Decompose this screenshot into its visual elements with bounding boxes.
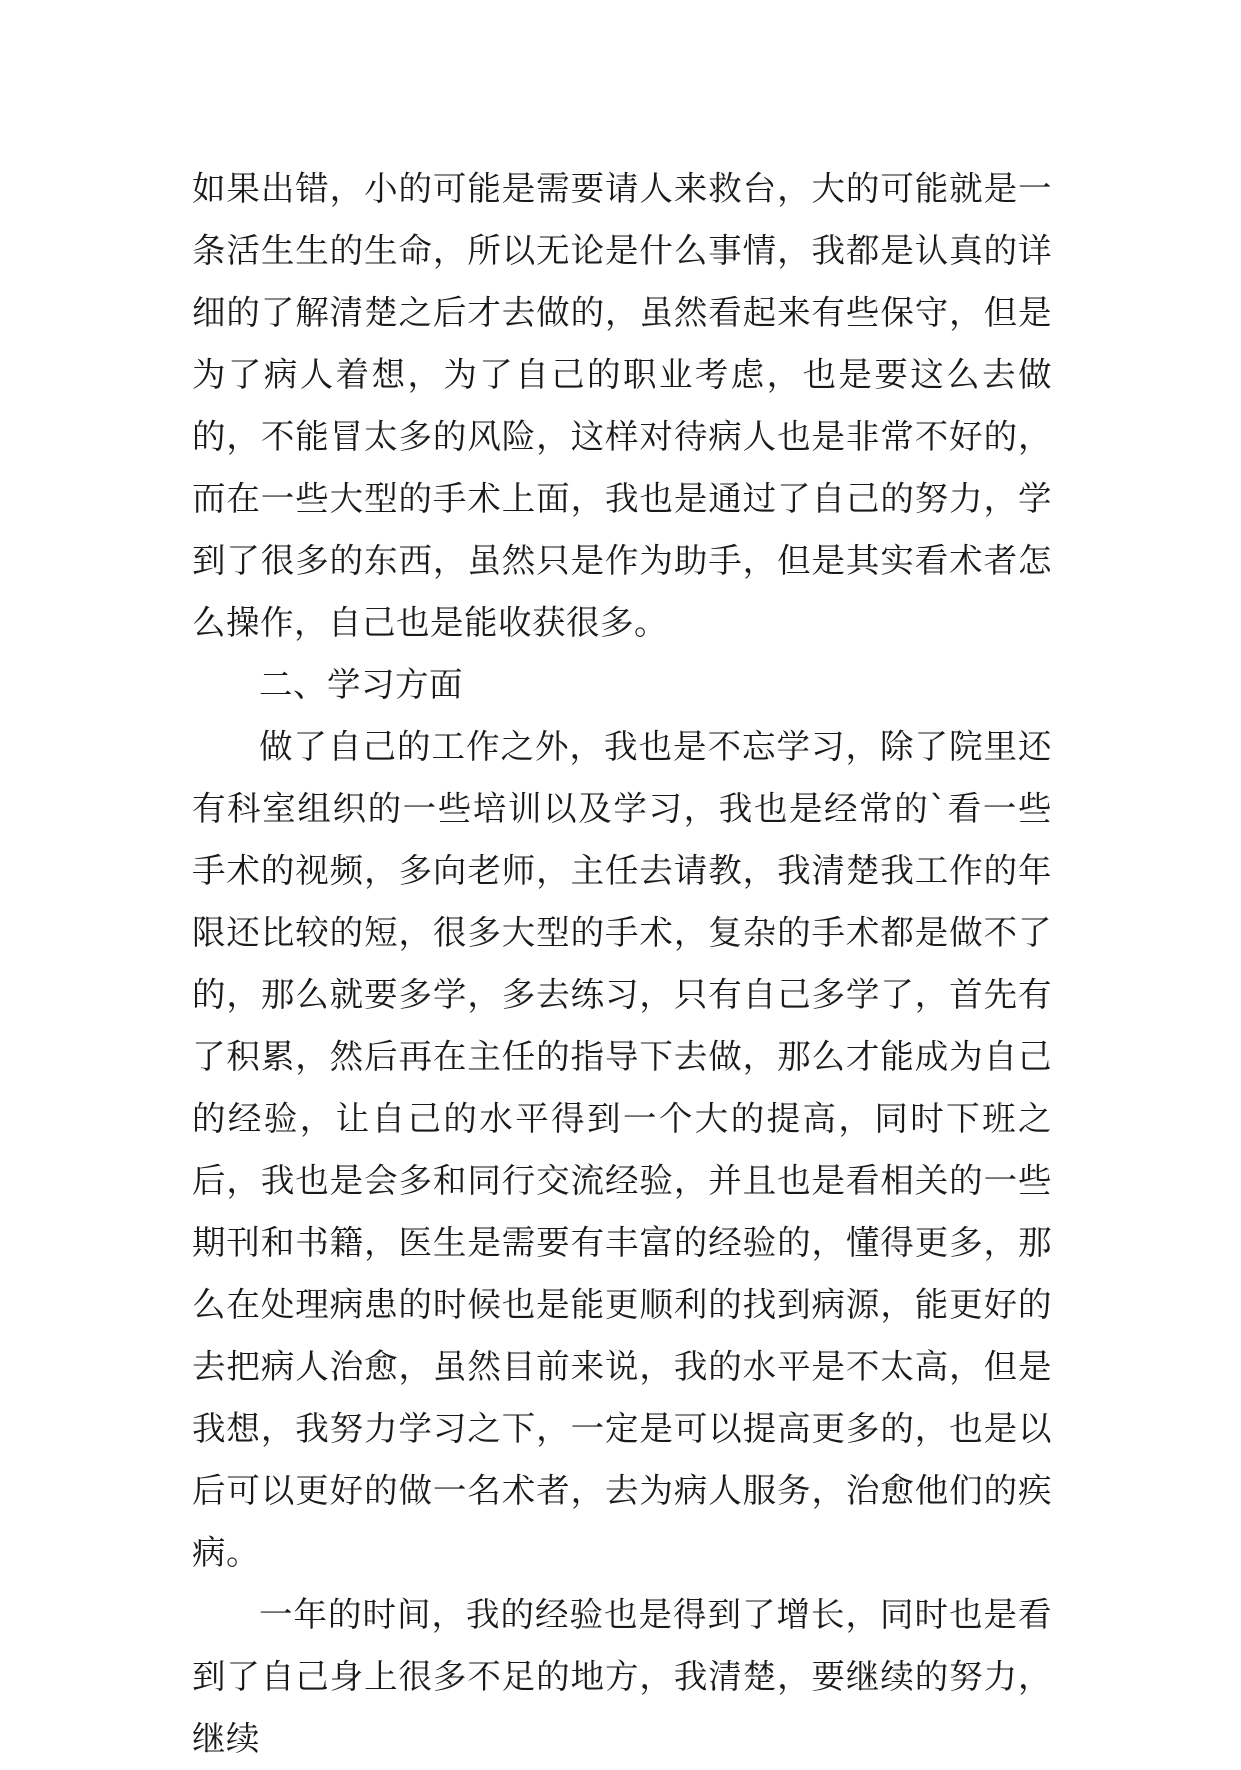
paragraph-study: 做了自己的工作之外，我也是不忘学习，除了院里还有科室组织的一些培训以及学习，我也是经常的`看一些手术的视频，多向老师，主任去请教，我清楚我工作的年限还比较的短，很多大型的手术，复杂的手术都是做不了的，那么就要多学，多去练习，只有自己多学了，首先有了积累，然后再在主任的指导下去做，那么才能成为自己的经验，让自己的水平得到一个大的提高，同时下班之后，我也是会多和同行交流经验，并且也是看相关的一些期刊和书籍，医生是需要有丰富的经验的，懂得更多，那么在处理病患的时候也是能更顺利的找到病源，能更好的去把病人治愈，虽然目前来说，我的水平是不太高，但是我想，我努力学习之下，一定是可以提高更多的，也是以后可以更好的做一名术者，去为病人服务，治愈他们的疾病。 [192, 727, 1052, 1572]
document-body [192, 158, 1052, 1770]
section-heading-study: 二、学习方面 [259, 665, 463, 704]
paragraph-summary: 一年的时间，我的经验也是得到了增长，同时也是看到了自己身上很多不足的地方，我清楚，要继续的努力，继续 [192, 1595, 1052, 1758]
paragraph-continuation: 如果出错，小的可能是需要请人来救台，大的可能就是一条活生生的生命，所以无论是什么事情，我都是认真的详细的了解清楚之后才去做的，虽然看起来有些保守，但是为了病人着想，为了自己的职业考虑，也是要这么去做的，不能冒太多的风险，这样对待病人也是非常不好的，而在一些大型的手术上面，我也是通过了自己的努力，学到了很多的东西，虽然只是作为助手，但是其实看术者怎么操作，自己也是能收获很多。 [192, 169, 1052, 642]
